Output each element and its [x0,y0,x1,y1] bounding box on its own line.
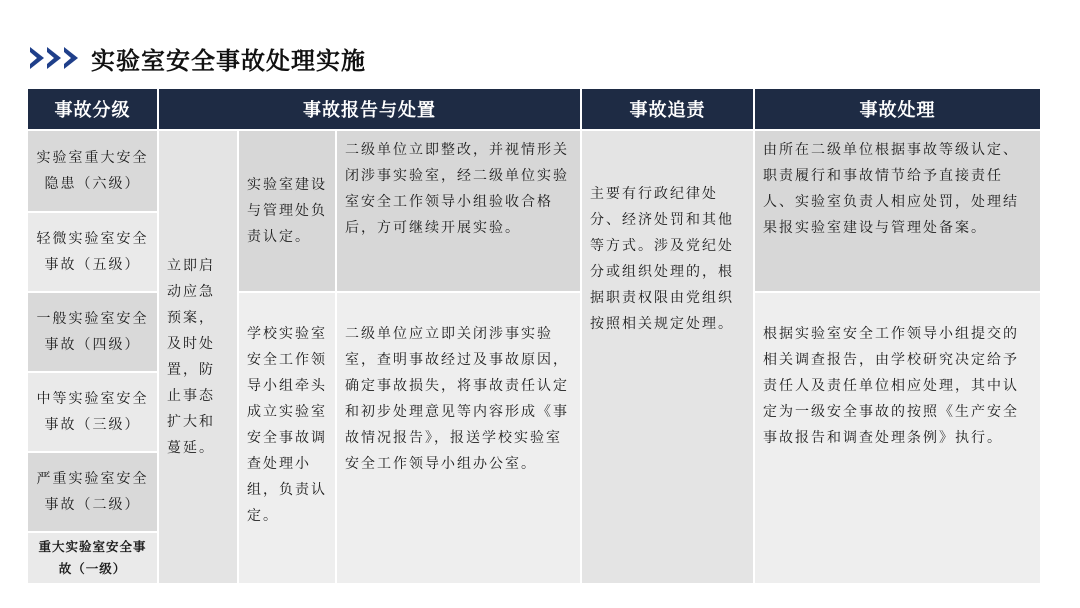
level-6: 实验室重大安全隐患（六级） [27,130,158,212]
chevron-arrows-icon [30,47,81,69]
level-1: 重大实验室安全事故（一级） [27,532,158,584]
header-row [27,88,1041,130]
title-bar [30,40,366,76]
lower-identifier: 学校实验室安全工作领导小组牵头成立实验室安全事故调查处理小组，负责认定。 [238,292,336,584]
upper-identifier: 实验室建设与管理处负责认定。 [238,130,336,292]
level-4: 一般实验室安全事故（四级） [27,292,158,372]
level-2: 严重实验室安全事故（二级） [27,452,158,532]
level-3: 中等实验室安全事故（三级） [27,372,158,452]
header-report: 事故报告与处置 [158,88,581,130]
upper-handling: 由所在二级单位根据事故等级认定、职责履行和事故情节给予直接责任人、实验室负责人相应处罚，处理结果报实验室建设与管理处备案。 [754,130,1041,292]
incident-table [26,87,1042,585]
level-5: 轻微实验室安全事故（五级） [27,212,158,292]
header-accountability: 事故追责 [581,88,754,130]
page-title: 实验室安全事故处理实施 [91,46,366,75]
emergency-response: 立即启动应急预案，及时处置，防止事态扩大和蔓延。 [158,130,238,584]
header-level: 事故分级 [27,88,158,130]
lower-action: 二级单位应立即关闭涉事实验室，查明事故经过及事故原因，确定事故损失，将事故责任认定和初步处理意见等内容形成《事故情况报告》，报送学校实验室安全工作领导小组办公室。 [336,292,581,584]
accountability-text: 主要有行政纪律处分、经济处罚和其他等方式。涉及党纪处分或组织处理的，根据职责权限由党组织按照相关规定处理。 [581,130,754,584]
header-handling: 事故处理 [754,88,1041,130]
upper-action: 二级单位立即整改，并视情形关闭涉事实验室，经二级单位实验室安全工作领导小组验收合格后，方可继续开展实验。 [336,130,581,292]
lower-handling: 根据实验室安全工作领导小组提交的相关调查报告，由学校研究决定给予责任人及责任单位相应处理，其中认定为一级安全事故的按照《生产安全事故报告和调查处理条例》执行。 [754,292,1041,584]
table-row [27,130,1041,212]
